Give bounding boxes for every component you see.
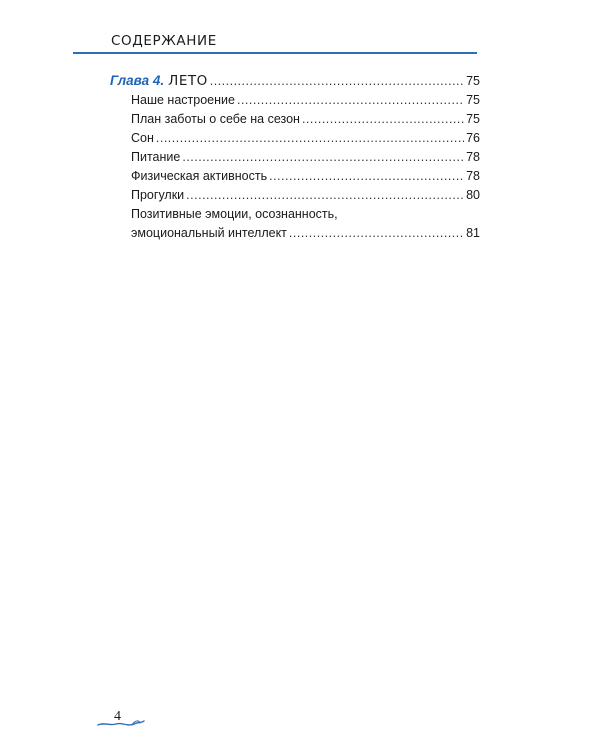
toc-page-number: 80 [466,188,480,202]
running-header [0,0,600,60]
toc-entry-title: Прогулки [131,188,185,202]
running-header-title: СОДЕРЖАНИЕ [111,33,217,49]
toc-leader-dots [186,186,464,205]
toc-leader-dots [289,224,464,243]
toc-entry[interactable] [110,91,480,110]
toc-entry-title-continued: эмоциональный интеллект [131,226,287,240]
toc-leader-dots [237,91,464,110]
toc-entry[interactable] [110,167,480,186]
toc-page-number: 75 [466,112,480,126]
toc-entry[interactable] [110,110,480,129]
toc-chapter-row[interactable] [110,70,480,91]
toc-entry-title: Сон [131,131,154,145]
page-number: 4 [114,709,121,724]
header-rule [73,52,477,54]
toc-entry-title: Позитивные эмоции, осознанность, [131,207,338,221]
toc-page-number: 76 [466,131,480,145]
toc-leader-dots [210,71,464,92]
footer-swash-ornament [96,716,146,730]
toc-entry[interactable] [110,148,480,167]
toc-leader-dots [182,148,464,167]
toc-page-number: 81 [466,226,480,240]
toc-leader-dots [269,167,464,186]
chapter-name: ЛЕТО [168,73,208,89]
toc-leader-dots [302,110,464,129]
toc-entry-line2[interactable] [110,224,480,243]
toc-page-number: 78 [466,169,480,183]
toc-entry-title: План заботы о себе на сезон [131,112,300,126]
toc-entry-title: Наше настроение [131,93,235,107]
chapter-label: Глава 4. [110,73,165,88]
toc-page-number: 75 [466,93,480,107]
toc-leader-dots [156,129,464,148]
toc-entry[interactable] [110,186,480,205]
toc-page-number: 75 [466,74,480,88]
table-of-contents [110,70,480,243]
toc-entry[interactable] [110,129,480,148]
toc-entry-title: Питание [131,150,181,164]
toc-entry-line1[interactable] [110,205,480,224]
toc-page-number: 78 [466,150,480,164]
toc-entry-title: Физическая активность [131,169,268,183]
